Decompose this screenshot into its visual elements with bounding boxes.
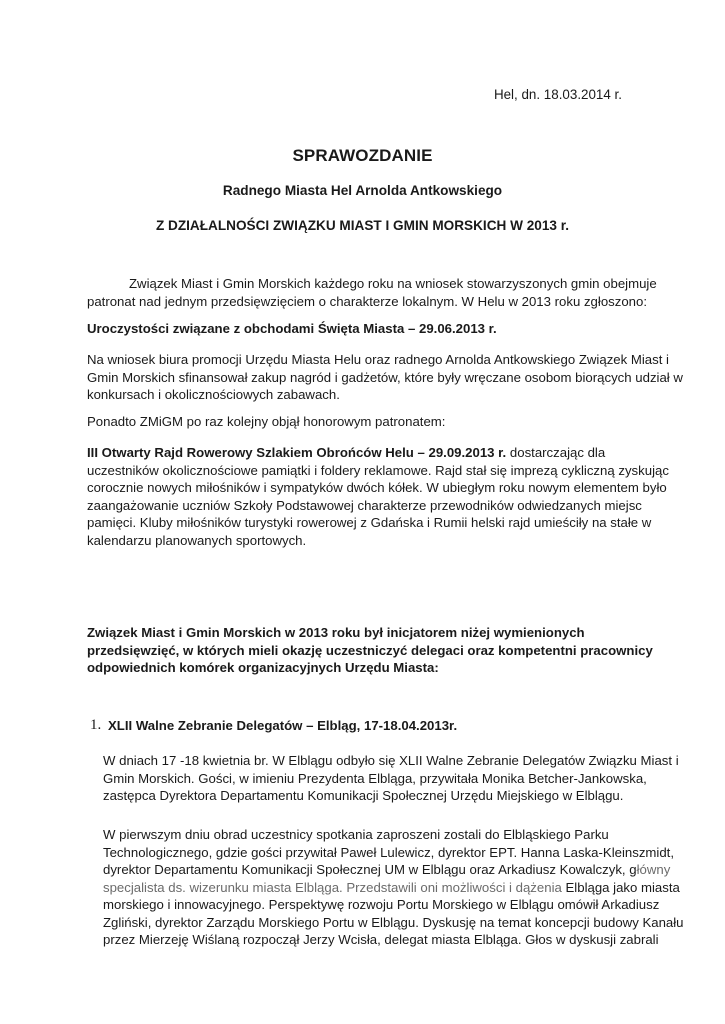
event2-first-line: [87, 444, 647, 462]
event2-line: pamięci. Kluby miłośników turystyki rowerowej z Gdańska i Rumii helski rajd umieściły na stałe w: [87, 515, 652, 530]
event2-paragraph: [87, 444, 669, 549]
event2-line: corocznie nowych miłośników i sympatyków dwóch kółek. W ubiegłym roku nowym elementem było: [87, 480, 667, 495]
item1-p2-line: W pierwszym dniu obrad uczestnicy spotkania zaproszeni zostali do Elbląskiego Parku: [103, 827, 609, 842]
list-item-number: 1.: [90, 717, 102, 733]
item1-paragraph-1: [103, 752, 679, 805]
item1-p1-line: W dniach 17 -18 kwietnia br. W Elblągu odbyło się XLII Walne Zebranie Delegatów Związku Miast i: [103, 753, 679, 768]
event1-heading: Uroczystości związane z obchodami Święta Miasta – 29.06.2013 r.: [87, 321, 497, 336]
list-item-1-heading: [90, 717, 628, 735]
event1-line: Gmin Morskich sfinansował zakup nagród i gadżetów, które były wręczane osobom biorących udział w: [87, 369, 683, 385]
document-subtitle: Radnego Miasta Hel Arnolda Antkowskiego: [222, 183, 503, 198]
item1-p2-line: morskiego i innowacyjnego. Perspektywę rozwoju Portu Morskiego w Elblągu omówił Arkadiusz: [103, 897, 660, 912]
item1-paragraph-2: [103, 826, 684, 949]
item1-p2-text: Elbląga jako miasta: [561, 879, 680, 895]
item1-p1-line: zastępca Dyrektora Departamentu Komunikacji Społecznej Urzędu Miejskiego w Elblągu.: [103, 788, 624, 803]
item1-p2-grey-text: specjalista ds. wizerunku miasta Elbląga. Przedstawili oni możliwości i dążenia: [103, 879, 562, 895]
item1-p2-text: dyrektor Departamentu Komunikacji Społecznej UM w Elblągu oraz Arkadiusz Kowalczyk, g: [103, 862, 637, 877]
item1-p2-line: [103, 861, 671, 879]
item1-p2-line: Technologicznego, gdzie gości przywitał Paweł Lulewicz, dyrektor EPT. Hanna Laska-Kleinszmidt,: [103, 844, 674, 860]
document-subtitle-topic: Z DZIAŁALNOŚCI ZWIĄZKU MIAST I GMIN MORSKICH W 2013 r.: [155, 218, 570, 233]
event2-line: zaangażowanie uczniów Szkoły Podstawowej charakterze przewodników odwiedzanych miejsc: [87, 497, 642, 513]
intro-line: patronat nad jednym przedsięwzięciem o charakterze lokalnym. W Helu w 2013 roku zgłoszono:: [87, 293, 648, 309]
event2-line-tail: dostarczając dla: [506, 445, 606, 460]
list-item-title: XLII Walne Zebranie Delegatów – Elbląg, 17-18.04.2013r.: [108, 718, 458, 733]
item1-p2-line: [103, 879, 680, 897]
document-date: Hel, dn. 18.03.2014 r.: [493, 87, 622, 102]
item1-p2-grey-text: łówny: [636, 862, 671, 877]
event1-line: Na wniosek biura promocji Urzędu Miasta Helu oraz radnego Arnolda Antkowskiego Związek Miast i: [87, 352, 669, 367]
initiator-line: przedsięwzięć, w których mieli okazję uczestniczyć delegaci oraz kompetentni pracownicy: [87, 642, 653, 658]
document-title: SPRAWOZDANIE: [292, 146, 433, 165]
initiator-line: Związek Miast i Gmin Morskich w 2013 roku był inicjatorem niżej wymienionych: [87, 625, 585, 640]
item1-p2-line: Zgliński, dyrektor Zarządu Morskiego Portu w Elblągu. Dyskusję na temat koncepcji budowy Kanału: [103, 914, 684, 930]
intro-paragraph: [87, 275, 657, 310]
event1-paragraph: [87, 351, 683, 404]
event1-line: konkursach i okolicznościowych zabawach.: [87, 387, 340, 402]
item1-p1-line: Gmin Morskich. Gości, w imieniu Prezydenta Elbląga, przywitała Monika Betcher-Jankowska,: [103, 770, 647, 786]
event2-line: kalendarzu planowanych sportowych.: [87, 532, 307, 548]
initiator-line: odpowiednich komórek organizacyjnych Urzędu Miasta:: [87, 660, 439, 675]
event2-heading: III Otwarty Rajd Rowerowy Szlakiem Obrońców Helu – 29.09.2013 r.: [87, 445, 507, 460]
item1-p2-line: przez Mierzeję Wiślaną rozpoczął Jerzy Wcisła, delegat miasta Elbląga. Głos w dyskusji zabrali: [103, 932, 659, 947]
event2-line: uczestników okolicznościowe pamiątki i foldery reklamowe. Rajd stał się imprezą cykliczną zyskując: [87, 462, 669, 478]
initiator-paragraph: [87, 624, 653, 677]
patronage-intro: Ponadto ZMiGM po raz kolejny objął honorowym patronatem:: [87, 414, 446, 429]
intro-line: Związek Miast i Gmin Morskich każdego roku na wniosek stowarzyszonych gmin obejmuje: [129, 276, 657, 291]
